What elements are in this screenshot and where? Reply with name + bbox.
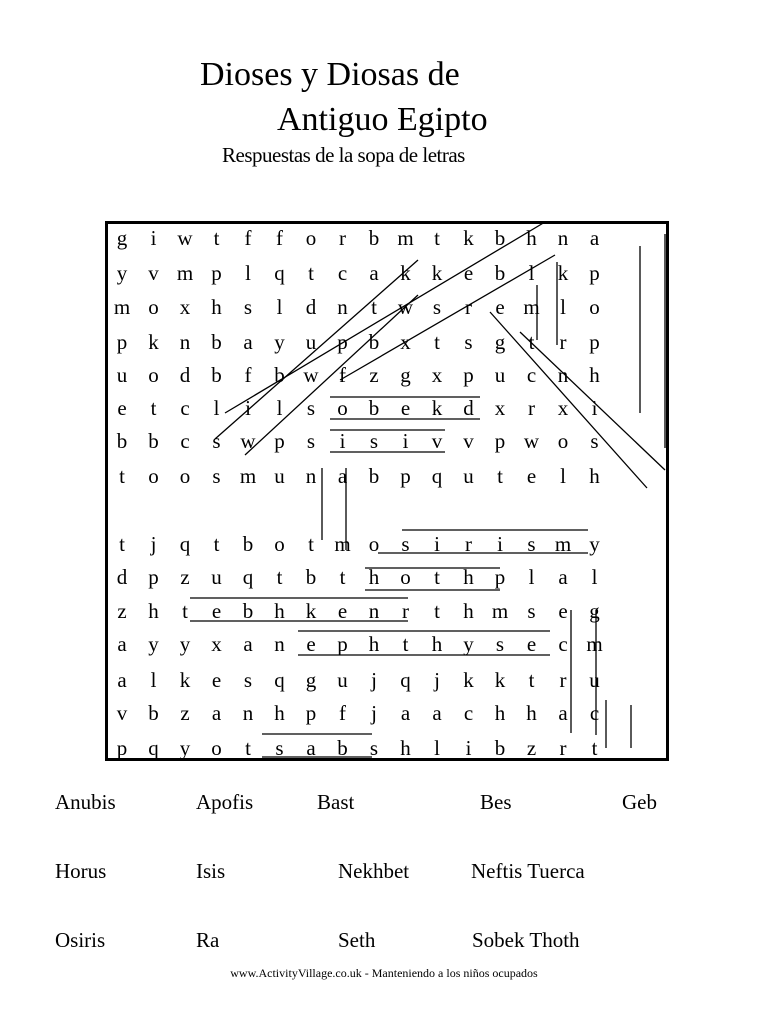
grid-letter: t	[276, 565, 283, 589]
grid-letter: f	[244, 363, 252, 387]
grid-letter: w	[523, 429, 540, 453]
grid-letter: p	[589, 261, 600, 285]
grid-letter: o	[400, 565, 411, 589]
grid-letter: f	[339, 701, 346, 725]
grid-letter: e	[495, 295, 505, 319]
grid-letter: f	[244, 226, 252, 250]
grid-letter: t	[150, 396, 157, 420]
grid-letter: l	[213, 396, 220, 420]
grid-letter: b	[242, 599, 254, 623]
grid-letter: o	[148, 363, 159, 387]
grid-letter: n	[274, 632, 285, 656]
grid-letter: s	[243, 295, 253, 319]
grid-letter: y	[148, 632, 159, 656]
grid-letter: w	[303, 363, 319, 387]
grid-letter: d	[305, 295, 317, 319]
grid-letter: u	[305, 330, 317, 354]
grid-letter: t	[371, 295, 377, 319]
grid-letter: h	[211, 295, 222, 319]
grid-letter: k	[494, 668, 506, 692]
title-line-1: Dioses y Diosas de	[200, 56, 460, 93]
grid-letter: o	[368, 532, 380, 556]
grid-letter: b	[305, 565, 317, 589]
grid-letter: u	[211, 565, 222, 589]
grid-letter: p	[494, 565, 506, 589]
word-list-item: Neftis Tuerca	[471, 859, 585, 883]
grid-letter: p	[494, 429, 506, 453]
grid-letter: y	[589, 532, 600, 556]
grid-letter: b	[116, 429, 128, 453]
grid-letter: b	[494, 226, 506, 250]
grid-letter: c	[463, 701, 474, 725]
grid-letter: k	[431, 261, 443, 285]
grid-letter: p	[305, 701, 317, 725]
grid-letter: s	[306, 429, 316, 453]
grid-letter: s	[495, 632, 505, 656]
grid-letter: e	[463, 261, 474, 285]
grid-letter: y	[179, 632, 191, 656]
grid-letter: b	[211, 330, 222, 354]
grid-letter: y	[463, 632, 474, 656]
grid-letter: b	[148, 429, 159, 453]
grid-letter: e	[337, 599, 348, 623]
grid-letter: t	[402, 632, 409, 656]
grid-letter: o	[589, 295, 600, 319]
grid-letter: r	[559, 330, 567, 354]
grid-letter: o	[179, 464, 191, 488]
grid-letter: h	[589, 464, 600, 488]
grid-letter: j	[371, 701, 377, 725]
title-line-2: Antiguo Egipto	[277, 101, 488, 138]
grid-letter: h	[463, 565, 474, 589]
grid-letter: a	[337, 464, 348, 488]
grid-letter: h	[274, 599, 285, 623]
grid-letter: a	[211, 701, 222, 725]
answer-line	[490, 312, 647, 488]
grid-letter: t	[434, 330, 440, 354]
answer-line	[520, 332, 665, 470]
grid-letter: t	[308, 261, 314, 285]
grid-letter: i	[339, 429, 346, 453]
word-list-item: Ra	[196, 928, 220, 952]
grid-letter: h	[463, 599, 474, 623]
grid-letter: b	[274, 363, 285, 387]
grid-letter: v	[431, 429, 443, 453]
grid-letter: r	[465, 532, 472, 556]
grid-letter: e	[558, 599, 568, 623]
grid-letter: d	[463, 396, 474, 420]
grid-letter: b	[337, 736, 348, 760]
grid-letter: m	[113, 295, 131, 319]
grid-letter: t	[213, 532, 220, 556]
grid-letter: v	[148, 261, 159, 285]
grid-letter: t	[339, 565, 346, 589]
grid-letter: i	[150, 226, 157, 250]
grid-letter: u	[337, 668, 348, 692]
grid-letter: y	[116, 261, 128, 285]
grid-letter: b	[242, 532, 254, 556]
grid-letter: s	[212, 429, 221, 453]
grid-letter: s	[212, 464, 221, 488]
grid-letter: p	[148, 565, 159, 589]
word-list-item: Horus	[55, 859, 107, 883]
grid-letter: z	[117, 599, 127, 623]
grid-letter: g	[116, 226, 128, 250]
grid-letter: z	[180, 565, 190, 589]
grid-letter: e	[526, 464, 537, 488]
grid-letter: l	[276, 295, 283, 319]
grid-letter: k	[305, 599, 317, 623]
grid-letter: p	[274, 429, 285, 453]
grid-letter: s	[527, 599, 536, 623]
grid-letter: l	[560, 464, 566, 488]
grid-letter: o	[148, 295, 159, 319]
grid-letter: a	[589, 226, 600, 250]
grid-letter: x	[211, 632, 222, 656]
grid-letter: c	[180, 396, 190, 420]
grid-letter: a	[243, 632, 253, 656]
grid-letter: q	[242, 565, 254, 589]
grid-letter: a	[558, 701, 568, 725]
grid-letter: x	[431, 363, 443, 387]
grid-letter: r	[559, 736, 567, 760]
grid-letter: m	[491, 599, 509, 623]
grid-letter: i	[434, 532, 440, 556]
grid-letter: i	[245, 396, 251, 420]
word-list-item: Geb	[622, 790, 657, 814]
grid-letter: x	[179, 295, 191, 319]
grid-letter: r	[559, 668, 567, 692]
grid-letter: t	[497, 464, 503, 488]
grid-letter: m	[523, 295, 540, 319]
grid-letter: h	[494, 701, 506, 725]
grid-letter: l	[528, 565, 535, 589]
grid-letter: h	[589, 363, 600, 387]
grid-letter: g	[305, 668, 317, 692]
grid-letter: p	[400, 464, 411, 488]
grid-letter: c	[558, 632, 568, 656]
grid-letter: r	[339, 226, 346, 250]
grid-letter: e	[211, 599, 222, 623]
grid-letter: x	[400, 330, 411, 354]
grid-letter: s	[306, 396, 316, 420]
grid-letter: u	[274, 464, 285, 488]
grid-letter: y	[274, 330, 285, 354]
grid-letter: o	[305, 226, 317, 250]
grid-letter: s	[464, 330, 473, 354]
footer-credit: www.ActivityVillage.co.uk - Manteniendo a los niños ocupados	[230, 966, 538, 980]
grid-letter: l	[434, 736, 440, 760]
grid-letter: n	[242, 701, 254, 725]
grid-letter: m	[176, 261, 194, 285]
grid-letter: u	[589, 668, 600, 692]
subtitle: Respuestas de la sopa de letras	[222, 143, 465, 167]
grid-letter: m	[334, 532, 351, 556]
grid-letter: l	[276, 396, 283, 420]
grid-letter: m	[554, 532, 572, 556]
grid-letter: b	[148, 701, 159, 725]
grid-letter: s	[275, 736, 284, 760]
grid-letter: x	[494, 396, 506, 420]
grid-letter: m	[239, 464, 257, 488]
grid-letter: p	[463, 363, 474, 387]
grid-letter: w	[177, 226, 193, 250]
grid-letter: z	[180, 701, 190, 725]
grid-letter: a	[400, 701, 411, 725]
grid-letter: s	[369, 736, 379, 760]
grid-letter: k	[557, 261, 569, 285]
grid-letter: r	[528, 396, 535, 420]
grid-letter: l	[245, 261, 251, 285]
grid-letter: c	[589, 701, 600, 725]
word-list-item: Osiris	[55, 928, 106, 952]
grid-letter: h	[368, 632, 380, 656]
grid-letter: m	[397, 226, 414, 250]
grid-letter: h	[368, 565, 380, 589]
grid-letter: t	[434, 565, 440, 589]
grid-letter: a	[432, 701, 442, 725]
grid-letter: h	[526, 226, 537, 250]
grid-letter: b	[368, 226, 380, 250]
grid-letter: k	[400, 261, 411, 285]
grid-letter: a	[369, 261, 379, 285]
grid-letter: o	[274, 532, 285, 556]
grid-letter: t	[434, 599, 440, 623]
word-list-item: Seth	[338, 928, 376, 952]
grid-letter: e	[306, 632, 316, 656]
grid-letter: a	[558, 565, 568, 589]
grid-letter: z	[369, 363, 379, 387]
grid-letter: o	[211, 736, 222, 760]
grid-letter: b	[368, 464, 380, 488]
grid-letter: r	[402, 599, 409, 623]
grid-letter: o	[557, 429, 569, 453]
grid-letter: t	[119, 532, 125, 556]
grid-letter: t	[119, 464, 125, 488]
word-list-item: Isis	[196, 859, 226, 883]
grid-letter: e	[117, 396, 127, 420]
grid-letter: r	[465, 295, 472, 319]
grid-letter: p	[116, 736, 128, 760]
grid-letter: t	[213, 226, 220, 250]
answer-line	[340, 255, 555, 380]
grid-letter: j	[371, 668, 377, 692]
grid-letter: a	[243, 330, 253, 354]
grid-letter: s	[590, 429, 599, 453]
word-list-item: Nekhbet	[338, 859, 410, 883]
grid-letter: l	[150, 668, 157, 692]
grid-letter: i	[465, 736, 472, 760]
grid-letter: i	[402, 429, 409, 453]
grid-letter: s	[432, 295, 442, 319]
grid-letter: t	[528, 668, 535, 692]
grid-letter: h	[148, 599, 159, 623]
grid-letter: s	[401, 532, 410, 556]
grid-letter: t	[308, 532, 314, 556]
grid-letter: n	[305, 464, 317, 488]
grid-letter: q	[431, 464, 443, 488]
grid-letter: d	[179, 363, 191, 387]
word-list-item: Apofis	[196, 790, 254, 814]
word-list-item: Sobek Thoth	[472, 928, 580, 952]
grid-letter: h	[274, 701, 285, 725]
grid-letter: t	[434, 226, 440, 250]
grid-letter: b	[494, 261, 506, 285]
word-list-item: Bast	[317, 790, 355, 814]
grid-letter: m	[586, 632, 603, 656]
grid-letter: p	[211, 261, 222, 285]
grid-letter: c	[337, 261, 348, 285]
grid-letter: h	[526, 701, 537, 725]
word-list-item: Bes	[480, 790, 512, 814]
grid-letter: q	[274, 261, 285, 285]
grid-letter: t	[591, 736, 598, 760]
grid-letter: g	[400, 363, 411, 387]
grid-letter: k	[179, 668, 191, 692]
answer-line	[245, 295, 418, 455]
answer-line	[215, 260, 418, 439]
grid-letter: v	[116, 701, 128, 725]
grid-letter: f	[276, 226, 283, 250]
answer-line	[225, 222, 545, 413]
grid-letter: k	[463, 668, 474, 692]
grid-letter: s	[527, 532, 536, 556]
grid-letter: i	[497, 532, 503, 556]
grid-letter: k	[148, 330, 159, 354]
grid-letter: b	[368, 330, 380, 354]
grid-letter: e	[400, 396, 411, 420]
grid-letter: p	[337, 330, 348, 354]
grid-letter: k	[431, 396, 443, 420]
grid-letter: k	[463, 226, 474, 250]
grid-letter: g	[589, 599, 600, 623]
grid-letter: h	[431, 632, 443, 656]
grid-letter: y	[179, 736, 191, 760]
grid-letter: c	[526, 363, 537, 387]
grid-letter: n	[179, 330, 191, 354]
grid-letter: t	[245, 736, 251, 760]
grid-letter: q	[148, 736, 159, 760]
grid-letter: l	[528, 261, 535, 285]
grid-letter: a	[306, 736, 316, 760]
grid-letter: o	[337, 396, 348, 420]
grid-letter: p	[337, 632, 348, 656]
grid-letter: d	[116, 565, 128, 589]
grid-letter: h	[400, 736, 411, 760]
grid-letter: w	[397, 295, 414, 319]
grid-letter: p	[116, 330, 128, 354]
grid-letter: s	[369, 429, 379, 453]
grid-letter: e	[526, 632, 537, 656]
grid-letter: t	[182, 599, 188, 623]
grid-letter: u	[494, 363, 506, 387]
grid-letter: b	[494, 736, 506, 760]
grid-letter: s	[243, 668, 253, 692]
word-list-item: Anubis	[55, 790, 116, 814]
grid-letter: u	[116, 363, 128, 387]
grid-letter: j	[434, 668, 440, 692]
grid-letter: o	[148, 464, 159, 488]
grid-letter: n	[368, 599, 380, 623]
grid-letter: a	[117, 668, 127, 692]
grid-letter: f	[339, 363, 346, 387]
grid-letter: z	[526, 736, 537, 760]
grid-letter: v	[463, 429, 474, 453]
grid-letter: g	[494, 330, 506, 354]
grid-letter: t	[528, 330, 535, 354]
grid-letter: q	[400, 668, 411, 692]
grid-letter: e	[211, 668, 222, 692]
grid-letter: i	[591, 396, 598, 420]
grid-letter: n	[557, 226, 569, 250]
grid-letter: u	[463, 464, 474, 488]
grid-letter: b	[368, 396, 380, 420]
grid-letter: n	[337, 295, 348, 319]
grid-letter: l	[591, 565, 598, 589]
grid-letter: a	[117, 632, 127, 656]
grid-letter: p	[589, 330, 600, 354]
grid-letter: x	[557, 396, 569, 420]
grid-letter: q	[274, 668, 285, 692]
grid-letter: w	[240, 429, 256, 453]
grid-letter: j	[150, 532, 157, 556]
grid-letter: l	[560, 295, 566, 319]
grid-letter: q	[179, 532, 191, 556]
grid-letter: n	[557, 363, 569, 387]
grid-letter: c	[180, 429, 190, 453]
grid-letter: b	[211, 363, 222, 387]
